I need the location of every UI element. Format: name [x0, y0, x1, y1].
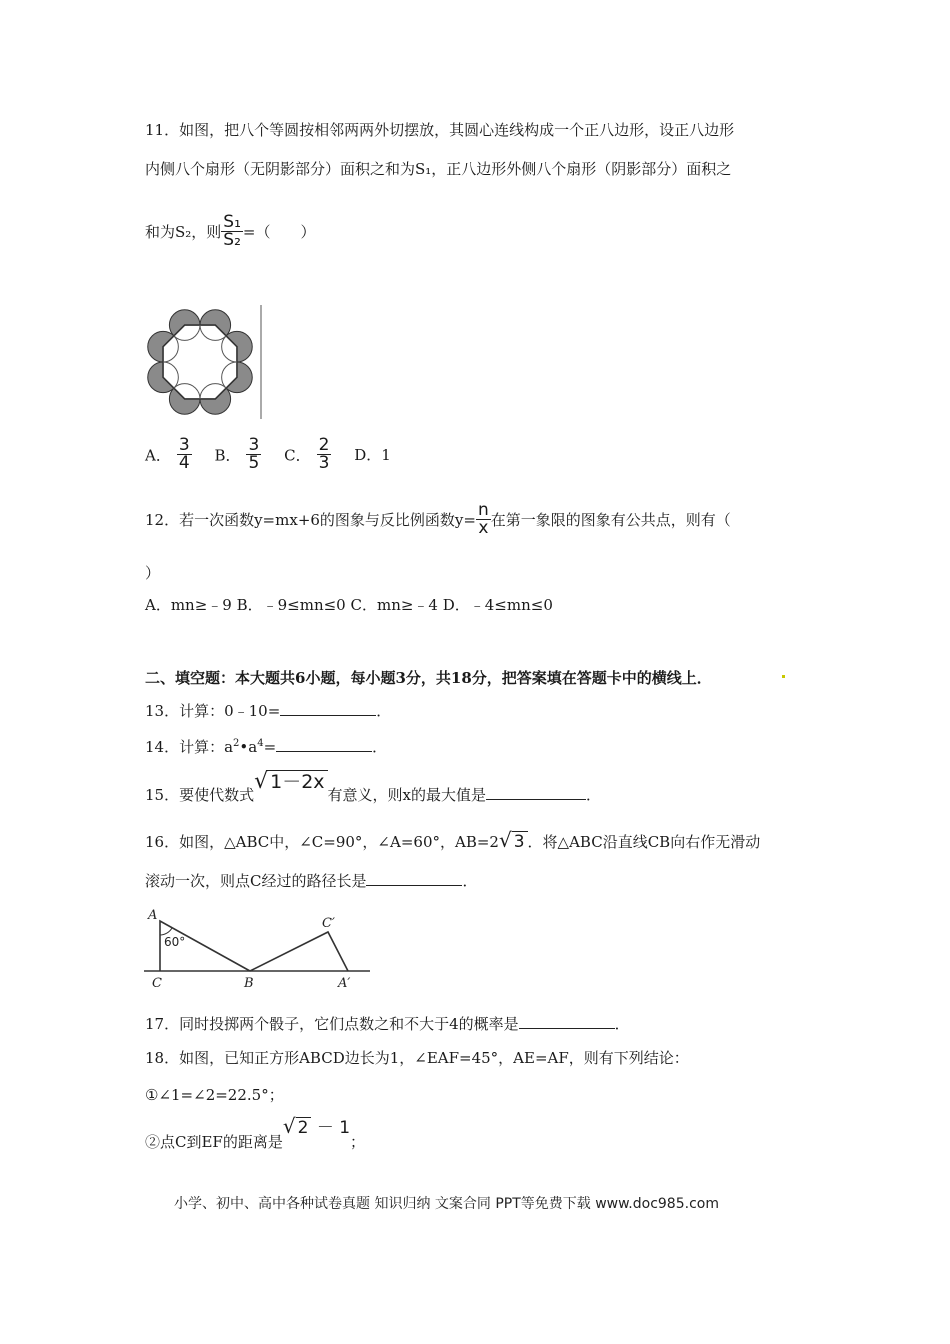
label-b: B	[244, 976, 254, 991]
angle-arc	[160, 928, 172, 935]
triangle-a2bc2	[250, 932, 348, 971]
q16-triangle-roll-figure	[142, 905, 374, 993]
q11-octagon-circles-figure	[143, 303, 265, 421]
section2-heading: 二、填空题：本大题共6小题，每小题3分，共18分，把答案填在答题卡中的横线上．	[145, 669, 712, 687]
label-a: A	[148, 908, 158, 923]
q11-line1: 11．如图，把八个等圆按相邻两两外切摆放，其圆心连线构成一个正八边形，设正八边形	[145, 121, 735, 139]
q12-line2: ）	[145, 564, 161, 582]
label-c: C	[152, 976, 162, 991]
q14: 14．计算：$a^2•a^4=$ ．	[145, 738, 388, 756]
q12-fraction: $\frac{n}{x}$	[477, 500, 489, 538]
q18-item2: ②点C到EF的距离是√ 2 － 1；	[145, 1114, 366, 1151]
q11-line3-suffix: =（ ）	[242, 223, 316, 241]
q11-option-a: A． $\frac{3}{4}$	[145, 435, 190, 473]
q12-line1: 12．若一次函数y=mx+6的图象与反比例函数y= $\frac{n}{x}$ 在第一象限的图象有公共点，则有（	[145, 500, 731, 538]
q11-frac-num: S₁	[223, 212, 241, 232]
label-60: 60°	[164, 935, 186, 949]
q16-line1: 16．如图，△ABC中，∠C=90°，∠A=60°，AB=2√ 3 ．将△ABC沿直线CB向右作无滑动	[145, 828, 761, 852]
yellow-dot	[782, 675, 785, 678]
q11-option-d: D．1	[354, 446, 391, 464]
q13-answer-blank	[280, 701, 376, 716]
q11-options	[145, 437, 391, 472]
q11-option-c: C． $\frac{2}{3}$	[284, 435, 330, 473]
q14-answer-blank	[276, 737, 372, 752]
q16-sqrt: √ 3	[499, 828, 528, 852]
q17-answer-blank	[519, 1014, 615, 1029]
q11-line2: 内侧八个扇形（无阴影部分）面积之和为S₁，正八边形外侧八个扇形（阴影部分）面积之	[145, 160, 732, 178]
q11-line3-prefix: 和为S₂，则	[145, 223, 222, 241]
q15-answer-blank	[486, 785, 586, 800]
q11-frac-den: S₂	[223, 230, 241, 250]
q18-line1: 18．如图，已知正方形ABCD边长为1，∠EAF=45°，AE=AF，则有下列结论：	[145, 1049, 689, 1067]
q18-sqrt: √ 2 － 1	[282, 1114, 351, 1138]
footer-text: 小学、初中、高中各种试卷真题 知识归纳 文案合同 PPT等免费下载 www.doc985.com	[174, 1196, 719, 1212]
q16-answer-blank	[366, 871, 462, 886]
label-c-prime: C′	[322, 916, 335, 931]
q16-line2: 滚动一次，则点C经过的路径长是 ．	[145, 872, 478, 890]
q11-fraction	[221, 214, 243, 249]
q17: 17．同时投掷两个骰子，它们点数之和不大于4的概率是 ．	[145, 1015, 630, 1033]
q18-item1: ①∠1=∠2=22.5°；	[145, 1086, 284, 1104]
q12-options: A．mn≥﹣9 B．﹣9≤mn≤0 C．mn≥﹣4 D．﹣4≤mn≤0	[145, 596, 553, 614]
label-a-prime: A′	[338, 976, 351, 991]
q15-sqrt: √ 1－2x	[254, 767, 327, 794]
q11-line3	[145, 214, 315, 249]
q11-option-b: B． $\frac{3}{5}$	[214, 435, 260, 473]
q13: 13．计算：0﹣10= ．	[145, 702, 392, 720]
q15: 15．要使代数式√ 1－2x有意义，则x的最大值是 ．	[145, 769, 602, 804]
